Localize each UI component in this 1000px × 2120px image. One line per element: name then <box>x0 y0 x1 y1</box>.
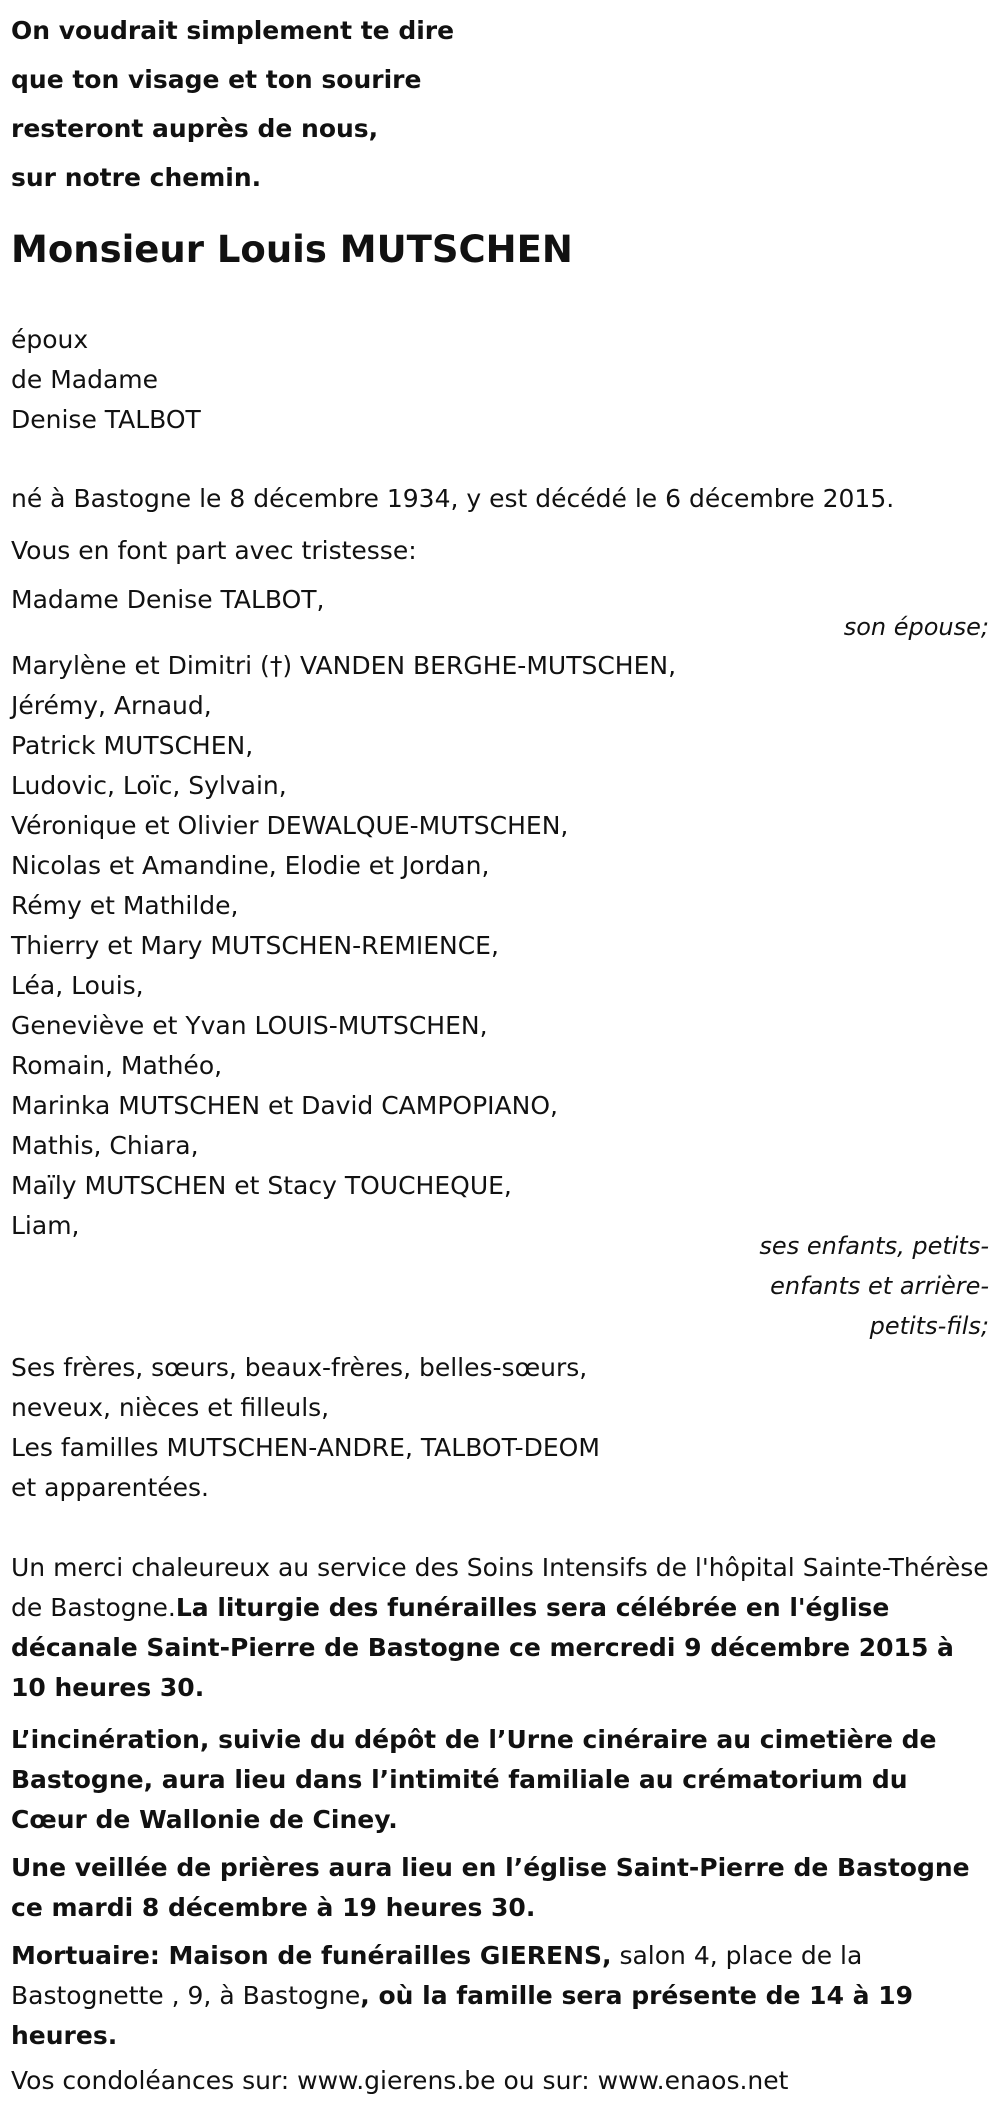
mortuary-presence: , où la famille sera présente de 14 à 19 heures. <box>11 1981 914 2050</box>
list-item: Rémy et Mathilde, <box>11 891 239 920</box>
list-item: Jérémy, Arnaud, <box>11 691 212 720</box>
incineration-paragraph: L’incinération, suivie du dépôt de l’Urne cinéraire au cimetière de Bastogne, aura lieu dans l’intimité familiale au crématorium du Cœur de Wallonie de Ciney. <box>11 1725 937 1834</box>
family-line: neveux, nièces et filleuls, <box>11 1393 330 1422</box>
list-item: Véronique et Olivier DEWALQUE-MUTSCHEN, <box>11 811 569 840</box>
spouse-line: de Madame <box>11 365 159 394</box>
list-item: Nicolas et Amandine, Elodie et Jordan, <box>11 851 490 880</box>
relation-line: enfants et arrière- <box>770 1272 989 1300</box>
thanks-text: Un merci chaleureux au service des Soins Intensifs de l'hôpital Sainte-Thérèse de Bastogne. <box>11 1553 989 1622</box>
poem <box>11 6 454 202</box>
list-item: Romain, Mathéo, <box>11 1051 223 1080</box>
poem-line: sur notre chemin. <box>11 163 262 192</box>
poem-line: resteront auprès de nous, <box>11 114 379 143</box>
thanks-liturgy-paragraph <box>11 1548 991 1708</box>
list-item: Mathis, Chiara, <box>11 1131 199 1160</box>
relation-line: petits-fils; <box>869 1312 989 1340</box>
mortuary-paragraph <box>11 1936 991 2056</box>
condolences-line: Vos condoléances sur: www.gierens.be ou sur: www.enaos.net <box>11 2066 789 2095</box>
deceased-name: Monsieur Louis MUTSCHEN <box>11 228 573 271</box>
liturgy-text: La liturgie des funérailles sera célébrée en l'église décanale Saint-Pierre de Bastogne ce mercredi 9 décembre 2015 à 10 heures 30. <box>11 1593 954 1702</box>
spouse-block <box>11 320 201 440</box>
family-line: Ses frères, sœurs, beaux-frères, belles-sœurs, <box>11 1353 588 1382</box>
spouse-relation: son épouse; <box>843 613 989 641</box>
mortuary-address: salon 4, place de la Bastognette , 9, à Bastogne <box>11 1941 863 2010</box>
poem-line: On voudrait simplement te dire <box>11 16 455 45</box>
vigil-paragraph: Une veillée de prières aura lieu en l’église Saint-Pierre de Bastogne ce mardi 8 décembre à 19 heures 30. <box>11 1853 970 1922</box>
family-block <box>11 1348 600 1508</box>
list-item: Maïly MUTSCHEN et Stacy TOUCHEQUE, <box>11 1171 512 1200</box>
mortuary-label: Mortuaire: Maison de funérailles GIERENS, <box>11 1941 612 1970</box>
poem-line: que ton visage et ton sourire <box>11 65 422 94</box>
family-line: Les familles MUTSCHEN-ANDRE, TALBOT-DEOM <box>11 1433 600 1462</box>
announce-intro: Vous en font part avec tristesse: <box>11 536 417 565</box>
relation-line: ses enfants, petits- <box>759 1232 989 1260</box>
children-relation <box>759 1226 989 1346</box>
list-item: Marylène et Dimitri (†) VANDEN BERGHE-MUTSCHEN, <box>11 651 677 680</box>
spouse-line: Denise TALBOT <box>11 405 201 434</box>
family-line: et apparentées. <box>11 1473 209 1502</box>
children-list <box>11 646 676 1246</box>
spouse-line: époux <box>11 325 89 354</box>
birth-death-line: né à Bastogne le 8 décembre 1934, y est décédé le 6 décembre 2015. <box>11 484 895 513</box>
list-item: Thierry et Mary MUTSCHEN-REMIENCE, <box>11 931 499 960</box>
list-item: Liam, <box>11 1211 80 1240</box>
list-item: Marinka MUTSCHEN et David CAMPOPIANO, <box>11 1091 558 1120</box>
list-item: Léa, Louis, <box>11 971 144 1000</box>
list-item: Ludovic, Loïc, Sylvain, <box>11 771 287 800</box>
list-item: Patrick MUTSCHEN, <box>11 731 254 760</box>
spouse-entry: Madame Denise TALBOT, <box>11 585 325 614</box>
list-item: Geneviève et Yvan LOUIS-MUTSCHEN, <box>11 1011 488 1040</box>
